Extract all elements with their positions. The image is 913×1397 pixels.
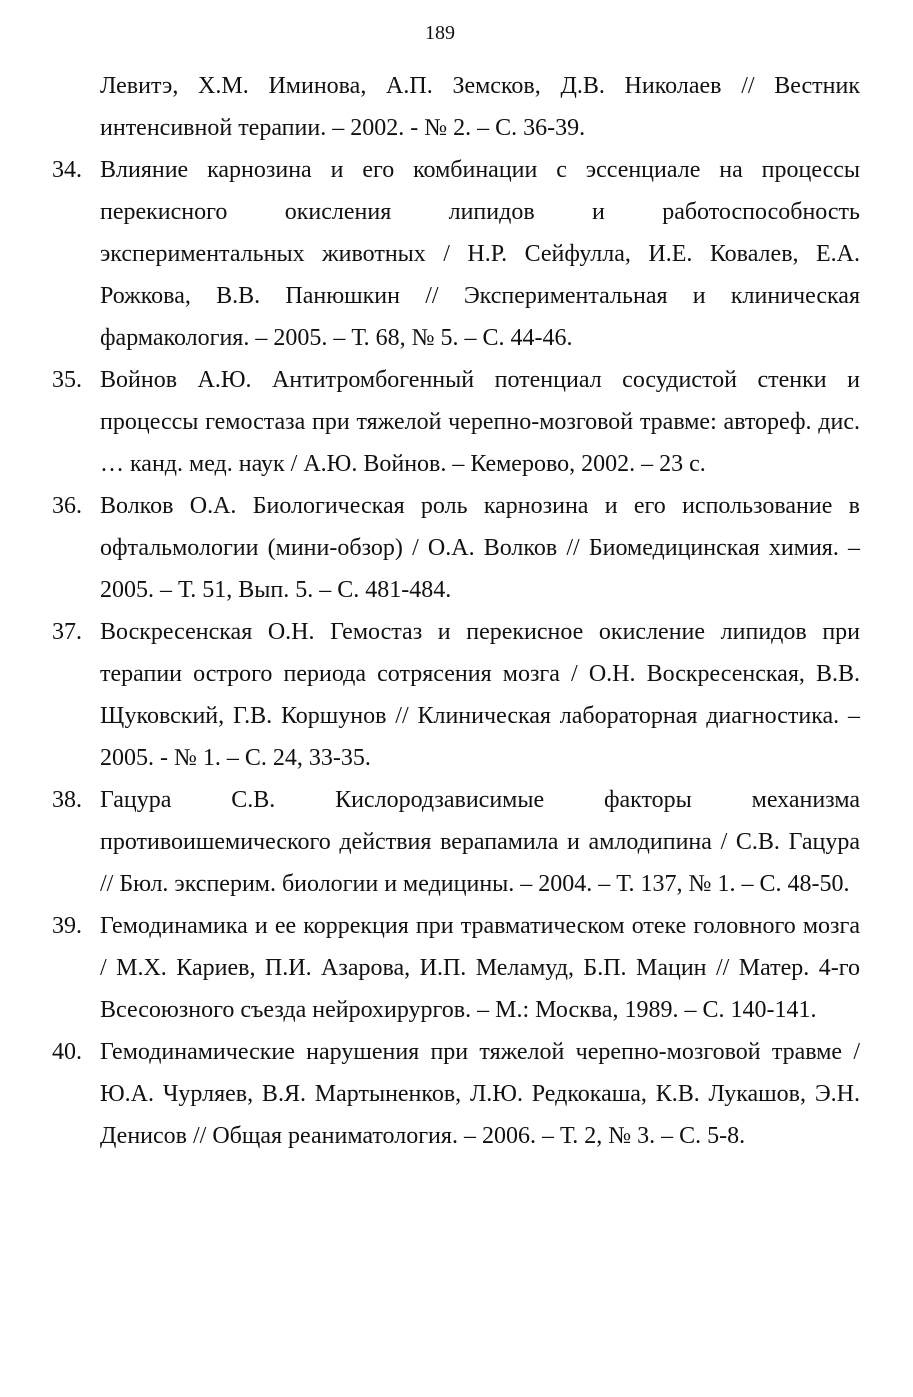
reference-text: Влияние карнозина и его комбинации с эссенциале на процессы перекисного окисления липидов и работоспособность экспериментальных животных / Н.Р. Сейфулла, И.Е. Ковалев, Е.А. Рожкова, В.В. Панюшкин // Экспериментальная и клиническая фармакология. – 2005. – Т. 68, № 5. – С. 44-46. (100, 157, 860, 351)
reference-text: Левитэ, Х.М. Иминова, А.П. Земсков, Д.В. Николаев // Вестник интенсивной терапии. – 2002. - № 2. – С. 36-39. (100, 73, 860, 141)
reference-item (0, 779, 860, 905)
reference-number: 37. (52, 619, 82, 645)
reference-item (0, 485, 860, 611)
reference-item (0, 149, 860, 359)
reference-number: 38. (52, 787, 82, 813)
page-number: 189 (425, 22, 455, 44)
reference-item (0, 359, 860, 485)
reference-text: Волков О.А. Биологическая роль карнозина и его использование в офтальмологии (мини-обзор) / О.А. Волков // Биомедицинская химия. – 2005. – Т. 51, Вып. 5. – С. 481-484. (100, 493, 860, 603)
reference-item (0, 611, 860, 779)
reference-number: 35. (52, 367, 82, 393)
reference-text: Воскресенская О.Н. Гемостаз и перекисное окисление липидов при терапии острого периода сотрясения мозга / О.Н. Воскресенская, В.В. Щуковский, Г.В. Коршунов // Клиническая лабораторная диагностика. – 2005. - № 1. – С. 24, 33-35. (100, 619, 860, 771)
reference-continuation (0, 65, 860, 149)
reference-number: 34. (52, 157, 82, 183)
reference-item (0, 1031, 860, 1157)
reference-text: Гемодинамика и ее коррекция при травматическом отеке головного мозга / М.Х. Кариев, П.И. Азарова, И.П. Меламуд, Б.П. Мацин // Матер. 4-го Всесоюзного съезда нейрохирургов. – М.: Москва, 1989. – С. 140-141. (100, 913, 860, 1023)
reference-text: Гацура С.В. Кислородзависимые факторы механизма противоишемического действия верапамила и амлодипина / С.В. Гацура // Бюл. эксперим. биологии и медицины. – 2004. – Т. 137, № 1. – С. 48-50. (100, 787, 860, 897)
reference-number: 40. (52, 1039, 82, 1065)
reference-number: 36. (52, 493, 82, 519)
reference-text: Гемодинамические нарушения при тяжелой черепно-мозговой травме / Ю.А. Чурляев, В.Я. Мартыненков, Л.Ю. Редкокаша, К.В. Лукашов, Э.Н. Денисов // Общая реаниматология. – 2006. – Т. 2, № 3. – С. 5-8. (100, 1039, 860, 1149)
reference-item (0, 905, 860, 1031)
reference-text: Войнов А.Ю. Антитромбогенный потенциал сосудистой стенки и процессы гемостаза при тяжелой черепно-мозговой травме: автореф. дис. … канд. мед. наук / А.Ю. Войнов. – Кемерово, 2002. – 23 с. (100, 367, 860, 477)
reference-list (0, 65, 913, 1157)
reference-number: 39. (52, 913, 82, 939)
